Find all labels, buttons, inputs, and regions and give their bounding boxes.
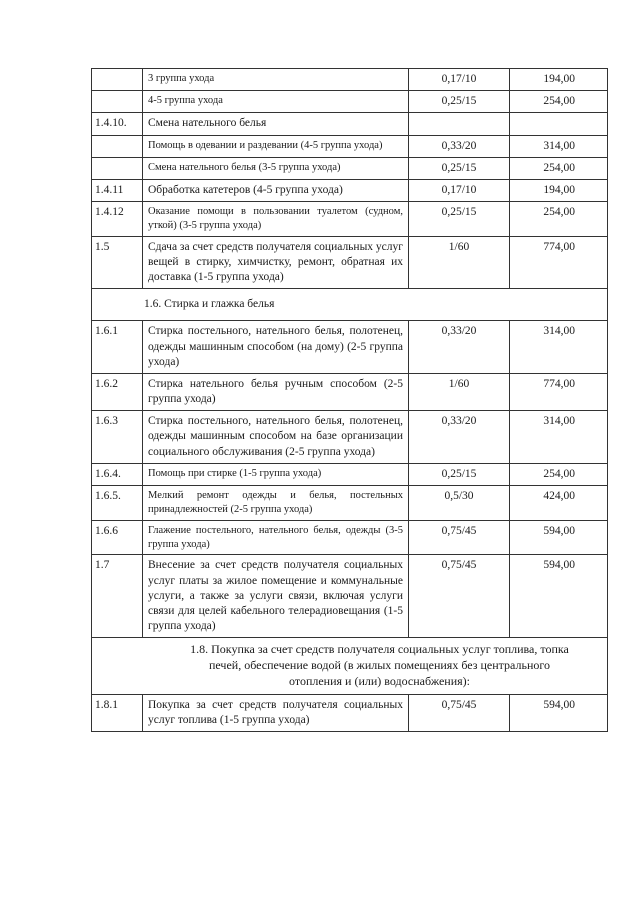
- row-number-cell: 1.5: [92, 236, 143, 289]
- service-name-cell: Сдача за счет средств получателя социальных услуг вещей в стирку, химчистку, ремонт, обратная их доставка (1-5 группа ухода): [143, 236, 409, 289]
- table-row: [92, 520, 608, 555]
- table-row: [92, 69, 608, 91]
- row-number-cell: [92, 135, 143, 157]
- row-number-cell: 1.7: [92, 555, 143, 638]
- price-cell: 774,00: [510, 236, 608, 289]
- time-norm-cell: 0,25/15: [409, 91, 510, 113]
- row-number-cell: 1.6.4.: [92, 463, 143, 485]
- service-name-cell: 4-5 группа ухода: [143, 91, 409, 113]
- time-norm-cell: 0,25/15: [409, 202, 510, 237]
- price-cell: 314,00: [510, 135, 608, 157]
- section-row-1-8: [92, 638, 608, 694]
- price-cell: 314,00: [510, 321, 608, 374]
- price-cell: 594,00: [510, 555, 608, 638]
- price-cell: 254,00: [510, 463, 608, 485]
- section-heading: 1.8. Покупка за счет средств получателя социальных услуг топлива, топка печей, обеспечение водой (в жилых помещениях без центрального отопления и (или) водоснабжения):: [92, 638, 608, 694]
- price-cell: [510, 113, 608, 135]
- table-row: [92, 463, 608, 485]
- service-name-cell: Стирка нательного белья ручным способом (2-5 группа ухода): [143, 373, 409, 410]
- row-number-cell: 1.6.6: [92, 520, 143, 555]
- service-name-cell: Помощь при стирке (1-5 группа ухода): [143, 463, 409, 485]
- row-number-cell: [92, 69, 143, 91]
- time-norm-cell: 0,33/20: [409, 411, 510, 464]
- table-row: [92, 179, 608, 201]
- service-name-cell: Мелкий ремонт одежды и белья, постельных принадлежностей (2-5 группа ухода): [143, 485, 409, 520]
- price-cell: 254,00: [510, 202, 608, 237]
- table-row: [92, 236, 608, 289]
- tariff-table: [91, 68, 608, 732]
- service-name-cell: Обработка катетеров (4-5 группа ухода): [143, 179, 409, 201]
- service-name-cell: Покупка за счет средств получателя социальных услуг топлива (1-5 группа ухода): [143, 694, 409, 731]
- service-name-cell: Стирка постельного, нательного белья, полотенец, одежды машинным способом (на дому) (2-5 группа ухода): [143, 321, 409, 374]
- time-norm-cell: 1/60: [409, 373, 510, 410]
- row-number-cell: 1.8.1: [92, 694, 143, 731]
- table-row: [92, 373, 608, 410]
- table-row: [92, 157, 608, 179]
- table-row: [92, 113, 608, 135]
- row-number-cell: [92, 157, 143, 179]
- row-number-cell: 1.6.3: [92, 411, 143, 464]
- time-norm-cell: 0,75/45: [409, 694, 510, 731]
- time-norm-cell: 0,75/45: [409, 555, 510, 638]
- time-norm-cell: 0,75/45: [409, 520, 510, 555]
- time-norm-cell: 0,33/20: [409, 135, 510, 157]
- table-row: [92, 91, 608, 113]
- time-norm-cell: 1/60: [409, 236, 510, 289]
- service-name-cell: Оказание помощи в пользовании туалетом (судном, уткой) (3-5 группа ухода): [143, 202, 409, 237]
- row-number-cell: 1.6.5.: [92, 485, 143, 520]
- table-row: [92, 135, 608, 157]
- price-cell: 254,00: [510, 157, 608, 179]
- row-number-cell: 1.4.10.: [92, 113, 143, 135]
- row-number-cell: [92, 91, 143, 113]
- time-norm-cell: 0,17/10: [409, 69, 510, 91]
- table-row: [92, 485, 608, 520]
- table-row: [92, 694, 608, 731]
- table-row: [92, 202, 608, 237]
- price-cell: 594,00: [510, 694, 608, 731]
- row-number-cell: 1.4.11: [92, 179, 143, 201]
- time-norm-cell: 0,17/10: [409, 179, 510, 201]
- service-name-cell: Глажение постельного, нательного белья, одежды (3-5 группа ухода): [143, 520, 409, 555]
- time-norm-cell: 0,25/15: [409, 463, 510, 485]
- service-name-cell: Смена нательного белья: [143, 113, 409, 135]
- time-norm-cell: 0,33/20: [409, 321, 510, 374]
- price-cell: 594,00: [510, 520, 608, 555]
- row-number-cell: 1.6.2: [92, 373, 143, 410]
- price-cell: 194,00: [510, 69, 608, 91]
- time-norm-cell: [409, 113, 510, 135]
- price-cell: 424,00: [510, 485, 608, 520]
- service-name-cell: Внесение за счет средств получателя социальных услуг платы за жилое помещение и коммунальные услуги, а также за услуги связи, включая услуги связи для целей кабельного телерадиовещания (1-5 группа ухода): [143, 555, 409, 638]
- table-row: [92, 411, 608, 464]
- section-row-1-6: [92, 289, 608, 321]
- table-row: [92, 555, 608, 638]
- time-norm-cell: 0,25/15: [409, 157, 510, 179]
- price-cell: 254,00: [510, 91, 608, 113]
- service-name-cell: 3 группа ухода: [143, 69, 409, 91]
- service-name-cell: Стирка постельного, нательного белья, полотенец, одежды машинным способом на базе организации социального обслуживания (2-5 группа ухода): [143, 411, 409, 464]
- row-number-cell: 1.4.12: [92, 202, 143, 237]
- tariff-table-body: [92, 69, 608, 732]
- service-name-cell: Помощь в одевании и раздевании (4-5 группа ухода): [143, 135, 409, 157]
- service-name-cell: Смена нательного белья (3-5 группа ухода): [143, 157, 409, 179]
- price-cell: 314,00: [510, 411, 608, 464]
- table-row: [92, 321, 608, 374]
- price-cell: 194,00: [510, 179, 608, 201]
- section-heading: 1.6. Стирка и глажка белья: [92, 289, 608, 321]
- time-norm-cell: 0,5/30: [409, 485, 510, 520]
- price-cell: 774,00: [510, 373, 608, 410]
- row-number-cell: 1.6.1: [92, 321, 143, 374]
